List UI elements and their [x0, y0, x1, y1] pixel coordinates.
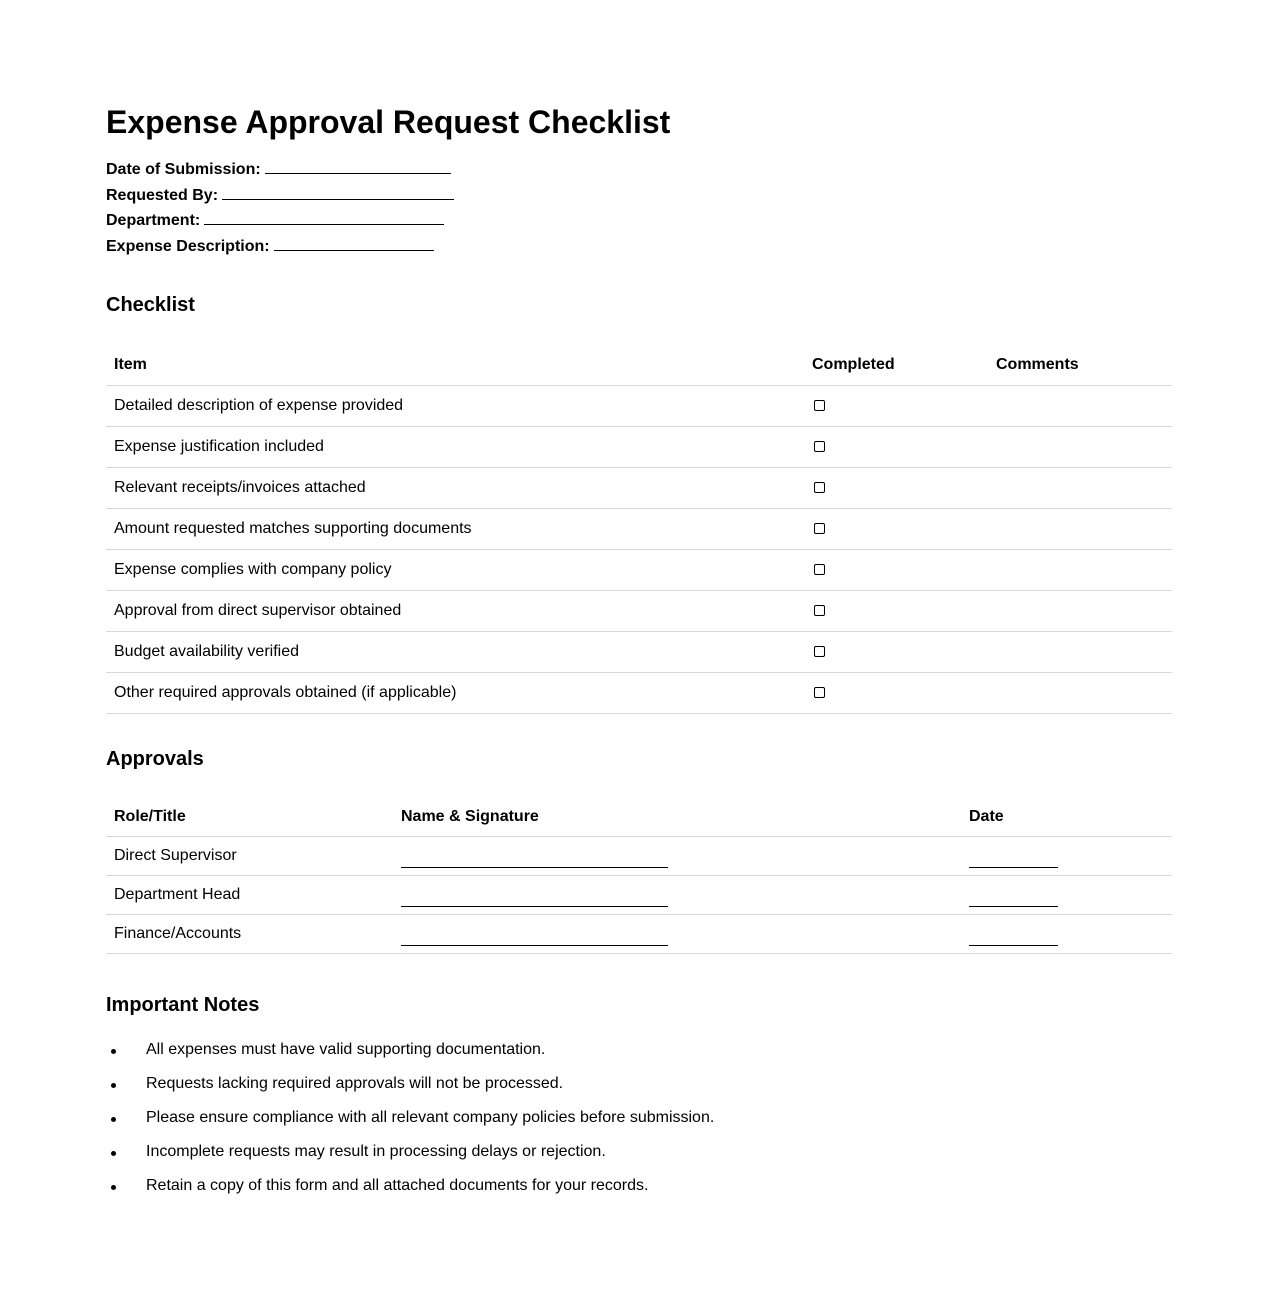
department-row — [106, 209, 454, 235]
expense-description-row — [106, 235, 454, 261]
completed-cell — [804, 550, 988, 591]
approvals-table — [106, 798, 1172, 954]
checklist-row — [106, 386, 1172, 427]
checklist-row — [106, 591, 1172, 632]
approval-row — [106, 915, 1172, 954]
checklist-row — [106, 509, 1172, 550]
column-header-comments: Comments — [988, 343, 1172, 386]
approvals-heading: Approvals — [106, 748, 204, 770]
column-header-role: Role/Title — [106, 798, 393, 837]
date-cell — [961, 876, 1172, 915]
checklist-item-label: Expense complies with company policy — [106, 550, 804, 591]
approvals-header-row — [106, 798, 1172, 837]
comments-cell[interactable] — [988, 468, 1172, 509]
comments-cell[interactable] — [988, 673, 1172, 714]
checklist-row — [106, 468, 1172, 509]
completed-cell — [804, 591, 988, 632]
checklist-row — [106, 427, 1172, 468]
column-header-completed: Completed — [804, 343, 988, 386]
completed-checkbox[interactable] — [814, 687, 825, 698]
date-line[interactable] — [969, 923, 1058, 946]
note-item: All expenses must have valid supporting documentation. — [106, 1036, 714, 1070]
completed-checkbox[interactable] — [814, 646, 825, 657]
approval-role: Finance/Accounts — [106, 915, 393, 954]
comments-cell[interactable] — [988, 550, 1172, 591]
checklist-item-label: Detailed description of expense provided — [106, 386, 804, 427]
note-item: Please ensure compliance with all relevant company policies before submission. — [106, 1104, 714, 1138]
checklist-item-label: Relevant receipts/invoices attached — [106, 468, 804, 509]
completed-cell — [804, 468, 988, 509]
department-blank[interactable] — [204, 209, 444, 225]
checklist-item-label: Other required approvals obtained (if applicable) — [106, 673, 804, 714]
signature-line[interactable] — [401, 884, 668, 907]
column-header-item: Item — [106, 343, 804, 386]
expense-description-label: Expense Description: — [106, 237, 270, 255]
requested-by-blank[interactable] — [222, 184, 454, 200]
signature-line[interactable] — [401, 923, 668, 946]
comments-cell[interactable] — [988, 509, 1172, 550]
comments-cell[interactable] — [988, 632, 1172, 673]
completed-checkbox[interactable] — [814, 605, 825, 616]
submission-details — [106, 158, 454, 260]
important-notes-list — [106, 1036, 714, 1206]
completed-checkbox[interactable] — [814, 482, 825, 493]
completed-checkbox[interactable] — [814, 564, 825, 575]
checklist-row — [106, 632, 1172, 673]
comments-cell[interactable] — [988, 591, 1172, 632]
expense-description-blank[interactable] — [274, 235, 434, 251]
completed-checkbox[interactable] — [814, 441, 825, 452]
completed-checkbox[interactable] — [814, 523, 825, 534]
checklist-heading: Checklist — [106, 294, 195, 316]
checklist-header-row — [106, 343, 1172, 386]
note-item: Incomplete requests may result in processing delays or rejection. — [106, 1138, 714, 1172]
checklist-row — [106, 550, 1172, 591]
checklist-row — [106, 673, 1172, 714]
signature-line[interactable] — [401, 845, 668, 868]
requested-by-label: Requested By: — [106, 186, 219, 204]
page-title: Expense Approval Request Checklist — [106, 104, 671, 140]
signature-cell — [393, 915, 961, 954]
signature-cell — [393, 876, 961, 915]
checklist-item-label: Budget availability verified — [106, 632, 804, 673]
date-cell — [961, 915, 1172, 954]
completed-cell — [804, 509, 988, 550]
department-label: Department: — [106, 212, 201, 229]
date-line[interactable] — [969, 884, 1058, 907]
completed-checkbox[interactable] — [814, 400, 825, 411]
important-notes-heading: Important Notes — [106, 994, 260, 1016]
checklist-item-label: Amount requested matches supporting documents — [106, 509, 804, 550]
date-of-submission-blank[interactable] — [265, 158, 451, 174]
signature-cell — [393, 837, 961, 876]
column-header-date: Date — [961, 798, 1172, 837]
approval-row — [106, 837, 1172, 876]
note-item: Retain a copy of this form and all attached documents for your records. — [106, 1172, 714, 1206]
approval-role: Direct Supervisor — [106, 837, 393, 876]
date-of-submission-row — [106, 158, 454, 184]
comments-cell[interactable] — [988, 427, 1172, 468]
note-item: Requests lacking required approvals will not be processed. — [106, 1070, 714, 1104]
approval-row — [106, 876, 1172, 915]
date-of-submission-label: Date of Submission: — [106, 161, 261, 178]
requested-by-row — [106, 184, 454, 210]
completed-cell — [804, 386, 988, 427]
completed-cell — [804, 427, 988, 468]
completed-cell — [804, 673, 988, 714]
checklist-table — [106, 343, 1172, 714]
comments-cell[interactable] — [988, 386, 1172, 427]
date-line[interactable] — [969, 845, 1058, 868]
approval-role: Department Head — [106, 876, 393, 915]
completed-cell — [804, 632, 988, 673]
checklist-item-label: Expense justification included — [106, 427, 804, 468]
checklist-item-label: Approval from direct supervisor obtained — [106, 591, 804, 632]
date-cell — [961, 837, 1172, 876]
column-header-name-signature: Name & Signature — [393, 798, 961, 837]
